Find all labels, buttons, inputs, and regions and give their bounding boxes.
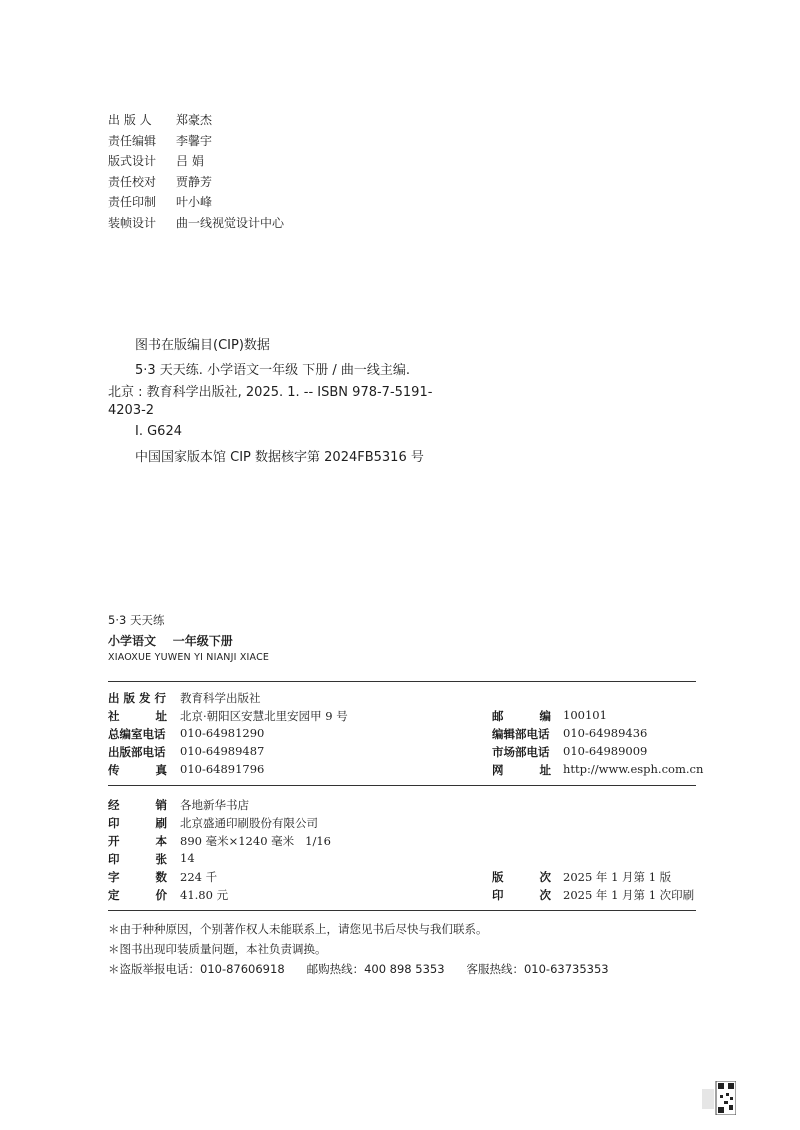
- cip-line: 北京 : 教育科学出版社, 2025. 1. -- ISBN 978-7-5191-: [108, 385, 433, 400]
- spec-label: 定 价: [108, 888, 168, 902]
- staff-name: 郑豪杰: [176, 113, 213, 127]
- book-series: 5·3 天天练: [108, 613, 165, 627]
- cip-line: 5·3 天天练. 小学语文一年级 下册 / 曲一线主编.: [135, 363, 410, 378]
- staff-role: 版式设计: [108, 154, 157, 169]
- spec-label: 印 刷: [108, 816, 168, 830]
- info-label: 邮 编: [492, 709, 552, 723]
- info-value: 010-64891796: [180, 762, 265, 776]
- info-value: 教育科学出版社: [180, 691, 261, 705]
- spec-label: 印 次: [492, 888, 552, 902]
- spec-value: 2025 年 1 月第 1 次印刷: [563, 888, 695, 902]
- info-value: 100101: [563, 708, 607, 722]
- info-label: 出版部电话: [108, 745, 166, 759]
- staff-name: 李馨宇: [176, 133, 213, 148]
- info-value: 010-64981290: [180, 726, 265, 740]
- cip-title: 图书在版编目(CIP)数据: [135, 338, 270, 353]
- note-line: ＊由于种种原因，个别著作权人未能联系上，请您见书后尽快与我们联系。: [108, 922, 488, 936]
- staff-role: 出 版 人: [108, 113, 152, 127]
- divider: [108, 910, 696, 911]
- staff-name: 吕 娟: [176, 154, 204, 169]
- info-label: 市场部电话: [492, 745, 550, 759]
- spec-value: 890 毫米×1240 毫米 1/16: [180, 834, 331, 848]
- spec-label: 经 销: [108, 798, 168, 812]
- cip-line: Ⅰ. G624: [135, 424, 182, 439]
- info-label: 总编室电话: [108, 727, 166, 741]
- spec-value: 北京盛通印刷股份有限公司: [180, 816, 318, 830]
- staff-role: 装帧设计: [108, 215, 157, 230]
- staff-role: 责任编辑: [108, 133, 157, 148]
- spec-label: 字 数: [108, 870, 168, 884]
- book-subtitle: 小学语文 一年级下册: [108, 634, 233, 648]
- info-label: 社 址: [108, 709, 168, 723]
- staff-role: 责任印制: [108, 195, 157, 210]
- staff-name: 叶小峰: [176, 195, 213, 210]
- info-value: 010-64989009: [563, 744, 648, 758]
- cip-line: 中国国家版本馆 CIP 数据核字第 2024FB5316 号: [135, 450, 424, 465]
- staff-name: 曲一线视觉设计中心: [176, 215, 285, 230]
- info-value: 北京·朝阳区安慧北里安园甲 9 号: [180, 709, 348, 723]
- spec-label: 开 本: [108, 834, 168, 848]
- spec-label: 版 次: [492, 870, 552, 884]
- info-label: 出 版 发 行: [108, 691, 167, 705]
- cip-line: 4203-2: [108, 403, 155, 418]
- info-label: 传 真: [108, 763, 168, 777]
- spec-value: 41.80 元: [180, 888, 229, 902]
- note-line: ＊盗版举报电话：010-87606918 邮购热线：400 898 5353 客服热线：010-63735353: [108, 962, 609, 976]
- spec-value: 各地新华书店: [180, 798, 249, 812]
- info-value: 010-64989436: [563, 726, 648, 740]
- spec-label: 印 张: [108, 852, 168, 866]
- info-value: 010-64989487: [180, 744, 265, 758]
- book-pinyin: XIAOXUE YUWEN YI NIANJI XIACE: [108, 652, 270, 663]
- spec-value: 14: [180, 851, 195, 865]
- qr-code-icon: [702, 1081, 736, 1115]
- spec-value: 224 千: [180, 870, 218, 884]
- website-link[interactable]: http://www.esph.com.cn: [563, 762, 704, 776]
- info-label: 编辑部电话: [492, 727, 550, 741]
- spec-value: 2025 年 1 月第 1 版: [563, 870, 672, 884]
- info-label: 网 址: [492, 763, 552, 777]
- note-line: ＊图书出现印装质量问题，本社负责调换。: [108, 942, 327, 956]
- staff-role: 责任校对: [108, 174, 157, 189]
- staff-name: 贾静芳: [176, 174, 213, 189]
